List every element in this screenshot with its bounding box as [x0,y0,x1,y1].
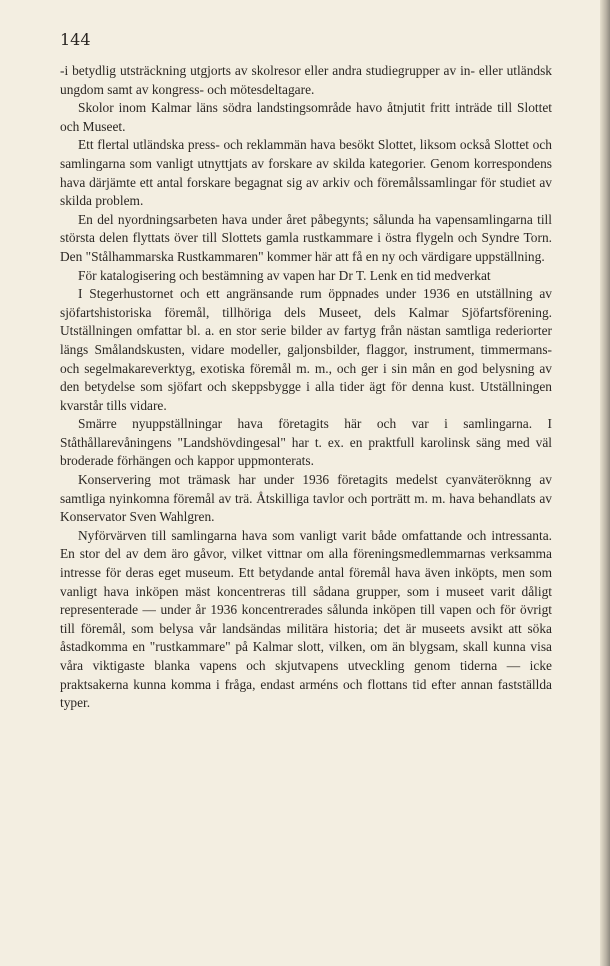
paragraph: En del nyordningsarbeten hava under året påbegynts; sålunda ha vapensamlingarna till största delen flyttats över till Slottets gamla rustkammare i östra flygeln och Syndre Torn. Den "Stålhammarska Rustkammaren" kommer här att få en ny och värdigare uppställning. [60,211,552,264]
paragraph: Konservering mot trämask har under 1936 företagits medelst cyanväteröknng av samtliga nyinkomna föremål av trä. Åtskilliga tavlor och porträtt m. m. hava behandlats av Konservator Sven Wahlgren. [60,472,552,525]
paragraph: -i betydlig utsträckning utgjorts av skolresor eller andra studiegrupper av in- eller utländsk ungdom samt av kongress- och mötesdeltagare. [60,63,552,97]
paragraph: Ett flertal utländska press- och reklammän hava besökt Slottet, liksom också Slottet och samlingarna som vanligt utnyttjats av forskare av skilda kategorier. Genom korrespondens hava därjämte ett antal forskare begagnat sig av arkiv och föremålssamlingar för studiet av skilda problem. [60,137,552,209]
paragraph: Nyförvärven till samlingarna hava som vanligt varit både omfattande och intressanta. En stor del av dem äro gåvor, vilket vittnar om alla föreningsmedlemmarnas verksamma intresse för deras eget museum. Ett betydande antal föremål hava även inköpts, men som vanligt hava inköpen mäst koncentreras till sådana grupper, som i museet varit dåligt representerade — under år 1936 koncentrerades sålunda inköpen till vapen och för övrigt till föremål, som belysa vår landsändas militära historia; det är museets avsikt att söka åstadkomma en "rustkammare" på Kalmar slott, vilken, om än blygsam, skall kunna visa våra viktigaste blanka vapens och skjutvapens utveckling genom tiderna — icke praktsakerna kunna komma i fråga, endast arméns och flottans tid efter annan fastställda typer. [60,527,552,711]
body-text [60,62,552,713]
book-spine-shadow [600,0,610,966]
paragraph: Skolor inom Kalmar läns södra landstingsområde havo åtnjutit fritt inträde till Slottet och Museet. [60,100,552,134]
paragraph: I Stegerhustornet och ett angränsande rum öppnades under 1936 en utställning av sjöfartshistoriska föremål, tillhöriga dels Museet, dels Kalmar Sjöfartsförening. Utställningen omfattar bl. a. en stor serie bilder av fartyg från nästan samtliga rederiorter längs Smålandskusten, vidare modeller, galjonsbilder, flaggor, instrument, timmermans- och segelmakareverktyg, exotiska föremål m. m., och ger i sin mån en god belysning av den betydelse som sjöfart och skeppsbygge i alla tider ägt för denna kust. Utställningen kvarstår tills vidare. [60,286,552,413]
paragraph: För katalogisering och bestämning av vapen har Dr T. Lenk en tid medverkat [78,267,491,283]
page-number: 144 [60,30,91,49]
paragraph: Smärre nyuppställningar hava företagits här och var i samlingarna. I Ståthållarevåningens "Landshövdingesal" har t. ex. en praktfull karolinsk säng med väl broderade förhängen och kappor uppmonterats. [60,416,552,469]
